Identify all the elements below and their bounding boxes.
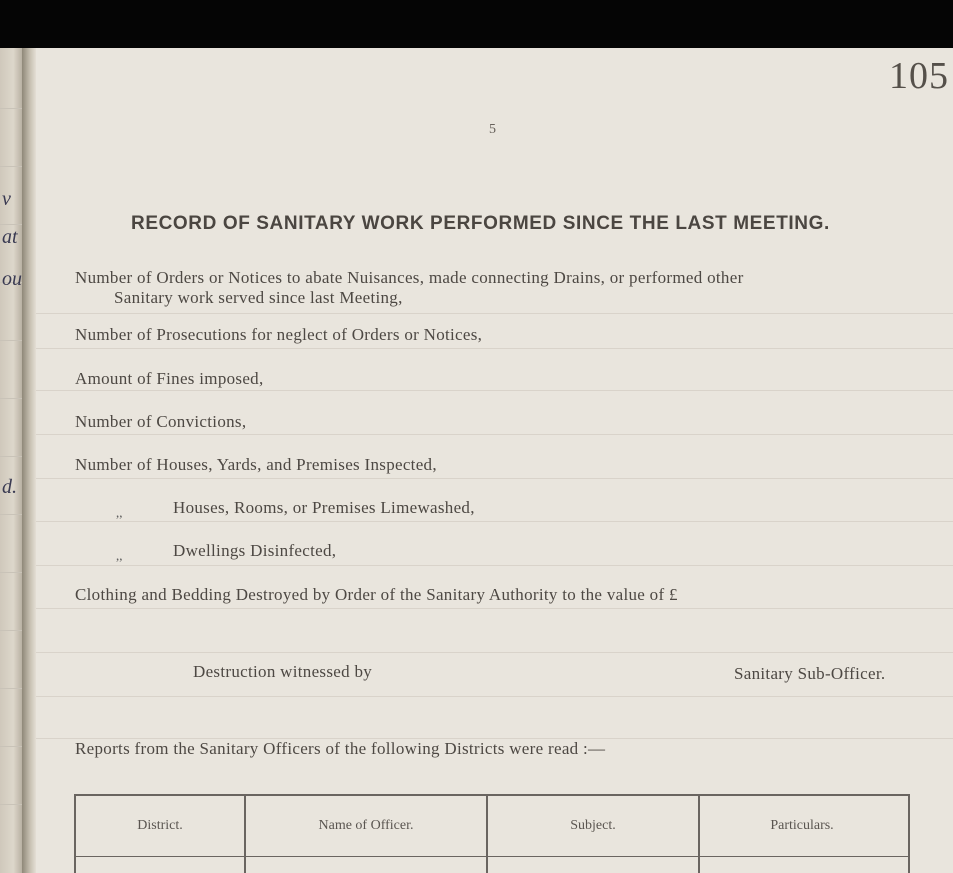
book-gutter xyxy=(22,48,36,873)
limewashed-line: Houses, Rooms, or Premises Limewashed, xyxy=(173,498,475,517)
handwriting-fragment: d. xyxy=(2,476,17,498)
page-number: 5 xyxy=(489,122,496,137)
convictions-line: Number of Convictions, xyxy=(75,412,247,431)
column-header-particulars: Particulars. xyxy=(770,818,834,833)
inspected-line: Number of Houses, Yards, and Premises Inspected, xyxy=(75,455,437,474)
page-title: RECORD OF SANITARY WORK PERFORMED SINCE THE LAST MEETING. xyxy=(131,213,830,234)
column-header-officer: Name of Officer. xyxy=(318,818,414,833)
ledger-page xyxy=(36,48,953,873)
folio-number: 105 xyxy=(889,55,949,97)
fines-line: Amount of Fines imposed, xyxy=(75,369,264,388)
orders-line-1: Number of Orders or Notices to abate Nuisances, made connecting Drains, or performed other xyxy=(75,268,744,287)
handwriting-fragment: ou xyxy=(2,268,22,290)
ditto-mark: ,, xyxy=(116,548,123,563)
scan-top-border xyxy=(0,0,953,48)
districts-table xyxy=(74,794,910,873)
adjacent-page-edge xyxy=(0,48,22,873)
orders-line-2: Sanitary work served since last Meeting, xyxy=(114,288,403,307)
clothing-line: Clothing and Bedding Destroyed by Order of the Sanitary Authority to the value of £ xyxy=(75,585,678,604)
column-header-subject: Subject. xyxy=(570,818,616,833)
disinfected-line: Dwellings Disinfected, xyxy=(173,541,337,560)
ditto-mark: ,, xyxy=(116,505,123,520)
sub-officer-label: Sanitary Sub-Officer. xyxy=(734,664,886,683)
reports-line: Reports from the Sanitary Officers of the following Districts were read :— xyxy=(75,739,606,758)
handwriting-fragment: at xyxy=(2,226,18,248)
witnessed-label: Destruction witnessed by xyxy=(193,662,373,681)
prosecutions-line: Number of Prosecutions for neglect of Orders or Notices, xyxy=(75,325,483,344)
column-header-district: District. xyxy=(137,818,183,833)
handwriting-fragment: v xyxy=(2,188,11,210)
